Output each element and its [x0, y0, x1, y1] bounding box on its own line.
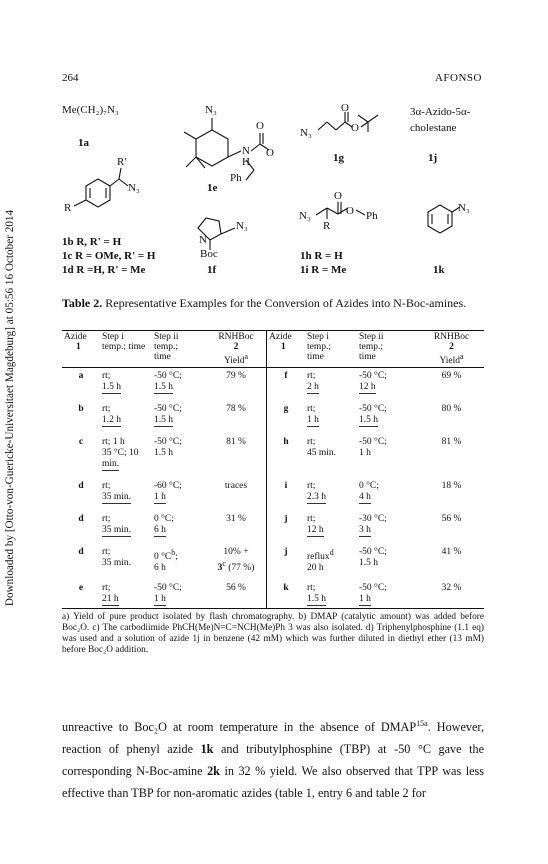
- ring-1e: [196, 130, 228, 166]
- table-cell: 80 %: [441, 403, 462, 414]
- table-caption-text: Representative Examples for the Conversion of Azides into N-Boc-amines.: [105, 296, 467, 310]
- table-cell: -50 °C; 1 h: [359, 582, 387, 604]
- structure-1i-label: 1i R = Me: [300, 264, 347, 276]
- table-cell: 31 %: [226, 513, 246, 524]
- table-cell: b: [78, 403, 84, 414]
- table-header-row: [62, 331, 484, 368]
- col-step-ii-2: Step ii temp.; time: [359, 332, 384, 362]
- table-cell: rt; 1 h: [307, 403, 319, 425]
- col-rnhboc: RNHBoc 2 Yield$^a$: [218, 332, 254, 367]
- table-cell: -50 °C; 1.5 h: [359, 403, 387, 425]
- table-cell: traces: [224, 480, 248, 491]
- table-cell: -50 °C; 1.5 h: [154, 403, 182, 425]
- col-step-i-2: Step i temp.; time: [307, 332, 332, 362]
- table-row: [62, 511, 484, 544]
- table-cell: c: [78, 436, 84, 447]
- table-cell: rt; 1 h 35 °C; 10 min.: [102, 436, 139, 469]
- table-cell: reflux$^d$ 20 h: [307, 547, 334, 573]
- structure-1g-label: 1g: [333, 152, 344, 164]
- table-cell: 10% + $3^c$ (77 %): [217, 546, 255, 573]
- table-cell: -30 °C; 3 h: [359, 513, 387, 535]
- table-cell: rt; 12 h: [307, 513, 324, 535]
- table-cell: -50 °C; 1 h: [154, 582, 182, 604]
- col-rnhboc-2: RNHBoc 2 Yield$^a$: [433, 332, 470, 367]
- table-cell: rt; 1.5 h: [102, 371, 121, 393]
- structure-1h-n3: N₃: [299, 210, 311, 222]
- table-cell: 56 %: [441, 513, 462, 524]
- col-step-ii: Step ii temp.; time: [154, 332, 179, 362]
- structure-1f-n: N: [199, 234, 207, 246]
- table-row: [62, 368, 484, 401]
- table-cell: a: [78, 371, 84, 382]
- table-cell: h: [267, 434, 306, 478]
- table-cell: f: [267, 368, 306, 401]
- structure-1k-n3: N₃: [458, 202, 470, 214]
- table-cell: 41 %: [441, 546, 462, 557]
- structure-1e-h: H: [242, 156, 250, 168]
- table-cell: g: [267, 401, 306, 434]
- structure-1e-n3: N₃: [205, 104, 217, 116]
- table-cell: rt; 35 min.: [102, 546, 132, 568]
- table-cell: 81 %: [441, 436, 462, 447]
- table-cell: rt; 1.5 h: [307, 582, 326, 604]
- structure-1g-o2: O: [351, 122, 359, 134]
- conversion-table: [62, 330, 484, 609]
- structure-1j-label: 1j: [428, 152, 438, 164]
- table-cell: i: [267, 478, 306, 511]
- table-cell: 56 %: [226, 582, 246, 593]
- table-cell: rt; 35 min.: [102, 480, 132, 502]
- table-cell: 78 %: [226, 403, 246, 414]
- table-cell: 81 %: [226, 436, 246, 447]
- table-cell: rt; 2 h: [307, 371, 319, 393]
- table-cell: -50 °C; 1.5 h: [154, 371, 182, 393]
- structure-1f-n3: N₃: [236, 220, 248, 232]
- structure-1g-n3: N₃: [300, 127, 312, 139]
- table-cell: -50 °C; 1 h: [359, 436, 387, 458]
- structure-1b-n3: N₃: [128, 182, 140, 194]
- structure-1b-rprime: R': [117, 156, 127, 168]
- body-paragraph: unreactive to Boc₂O at room temperature in the absence of $DMAP^{15a}$. However, reaction of phenyl azide 1k and tributylphosphine (TBP) at -50 °C gave the corresponding N-Boc-amine 2k in 32 % yield. We also observed that TPP was less effective than TBP for non-aromatic azides (table 1, entry 6 and table 2 for: [62, 719, 484, 801]
- structure-1e-o: O: [256, 120, 264, 132]
- structure-1j-name-1: 3α-Azido-5α-: [410, 106, 471, 118]
- structure-1g-o: O: [341, 102, 349, 114]
- table-caption-label: Table 2.: [62, 296, 103, 310]
- structure-1a-formula: Me(CH₂)₇N₃: [62, 104, 119, 116]
- table-cell: -60 °C; 1 h: [154, 480, 182, 502]
- table-caption: [62, 296, 484, 311]
- structure-1h-r: R: [323, 220, 331, 232]
- table-cell: 79 %: [226, 371, 246, 382]
- structure-1j-name-2: cholestane: [410, 122, 457, 134]
- structure-1b-r: R: [64, 202, 72, 214]
- structure-1h-o: O: [334, 190, 342, 202]
- structure-1d-label: 1d R =H, R' = Me: [62, 264, 146, 276]
- structure-1h-ph: Ph: [366, 210, 378, 222]
- table-row: [62, 401, 484, 434]
- table-footnote: a) Yield of pure product isolated by flash chromatography. b) DMAP (catalytic amount) was added before Boc₂O. c) The carbodiimide PhCH(Me)N=C=NCH(Me)Ph 3 was also isolated. d) Triphenylphosphine (1.1 eq) was used and a solution of azide 1j in benzene (42 mM) which was further diluted in diethyl ether (13 mM) before Boc₂O addition.: [62, 612, 484, 655]
- table-cell: 0 °C; 4 h: [359, 480, 379, 502]
- structure-1e-label: 1e: [207, 182, 218, 194]
- table-cell: -50 °C; 12 h: [359, 371, 387, 393]
- running-title: AFONSO: [434, 72, 482, 84]
- table-cell: rt; 21 h: [102, 582, 119, 604]
- table-cell: rt; 45 min.: [307, 436, 337, 458]
- structure-1c-label: 1c R = OMe, R' = H: [62, 250, 156, 262]
- table-cell: rt; 1.2 h: [102, 403, 121, 425]
- col-step-i: Step i temp.; time: [102, 332, 146, 352]
- structure-1f-label: 1f: [207, 264, 217, 276]
- structure-1h-label: 1h R = H: [300, 250, 343, 262]
- table-cell: k: [267, 580, 306, 609]
- structure-1b-label: 1b R, R' = H: [62, 236, 122, 248]
- table-cell: 18 %: [441, 480, 462, 491]
- table-cell: 0 °C; 6 h: [154, 513, 174, 535]
- table-cell: d: [78, 480, 84, 491]
- table-cell: rt; 2.3 h: [307, 480, 326, 502]
- table-cell: 0 $^\circ C^b$; 6 h: [154, 547, 178, 573]
- table-cell: j: [267, 511, 306, 544]
- structure-1h-o2: O: [346, 205, 354, 217]
- table-cell: rt; 35 min.: [102, 513, 132, 535]
- structure-1a-label: 1a: [78, 137, 89, 149]
- page-number: 264: [62, 72, 79, 84]
- structure-1e-n: N: [242, 145, 250, 157]
- table-row: [62, 478, 484, 511]
- structure-1k-label: 1k: [433, 264, 445, 276]
- col-azide-2: Azide 1: [267, 331, 306, 368]
- table-cell: j: [267, 544, 306, 580]
- structure-1e-ph: Ph: [230, 172, 242, 184]
- table-cell: -50 °C; 1.5 h: [154, 436, 182, 458]
- table-row: [62, 544, 484, 580]
- table-cell: -50 °C; 1.5 h: [359, 546, 387, 568]
- table-cell: 69 %: [441, 371, 462, 382]
- table-cell: e: [78, 582, 84, 593]
- structure-1f-boc: Boc: [200, 248, 218, 260]
- structure-1e-o2: O: [266, 147, 274, 159]
- table-cell: d: [78, 513, 84, 524]
- table-cell: d: [78, 546, 84, 557]
- table-row: [62, 434, 484, 478]
- table-cell: 32 %: [441, 582, 462, 593]
- table-row: [62, 580, 484, 609]
- col-azide: Azide 1: [64, 332, 87, 352]
- download-watermark: Downloaded by [Otto-von-Guericke-Universitaet Magdeburg] at 05:56 16 October 2014: [4, 209, 16, 607]
